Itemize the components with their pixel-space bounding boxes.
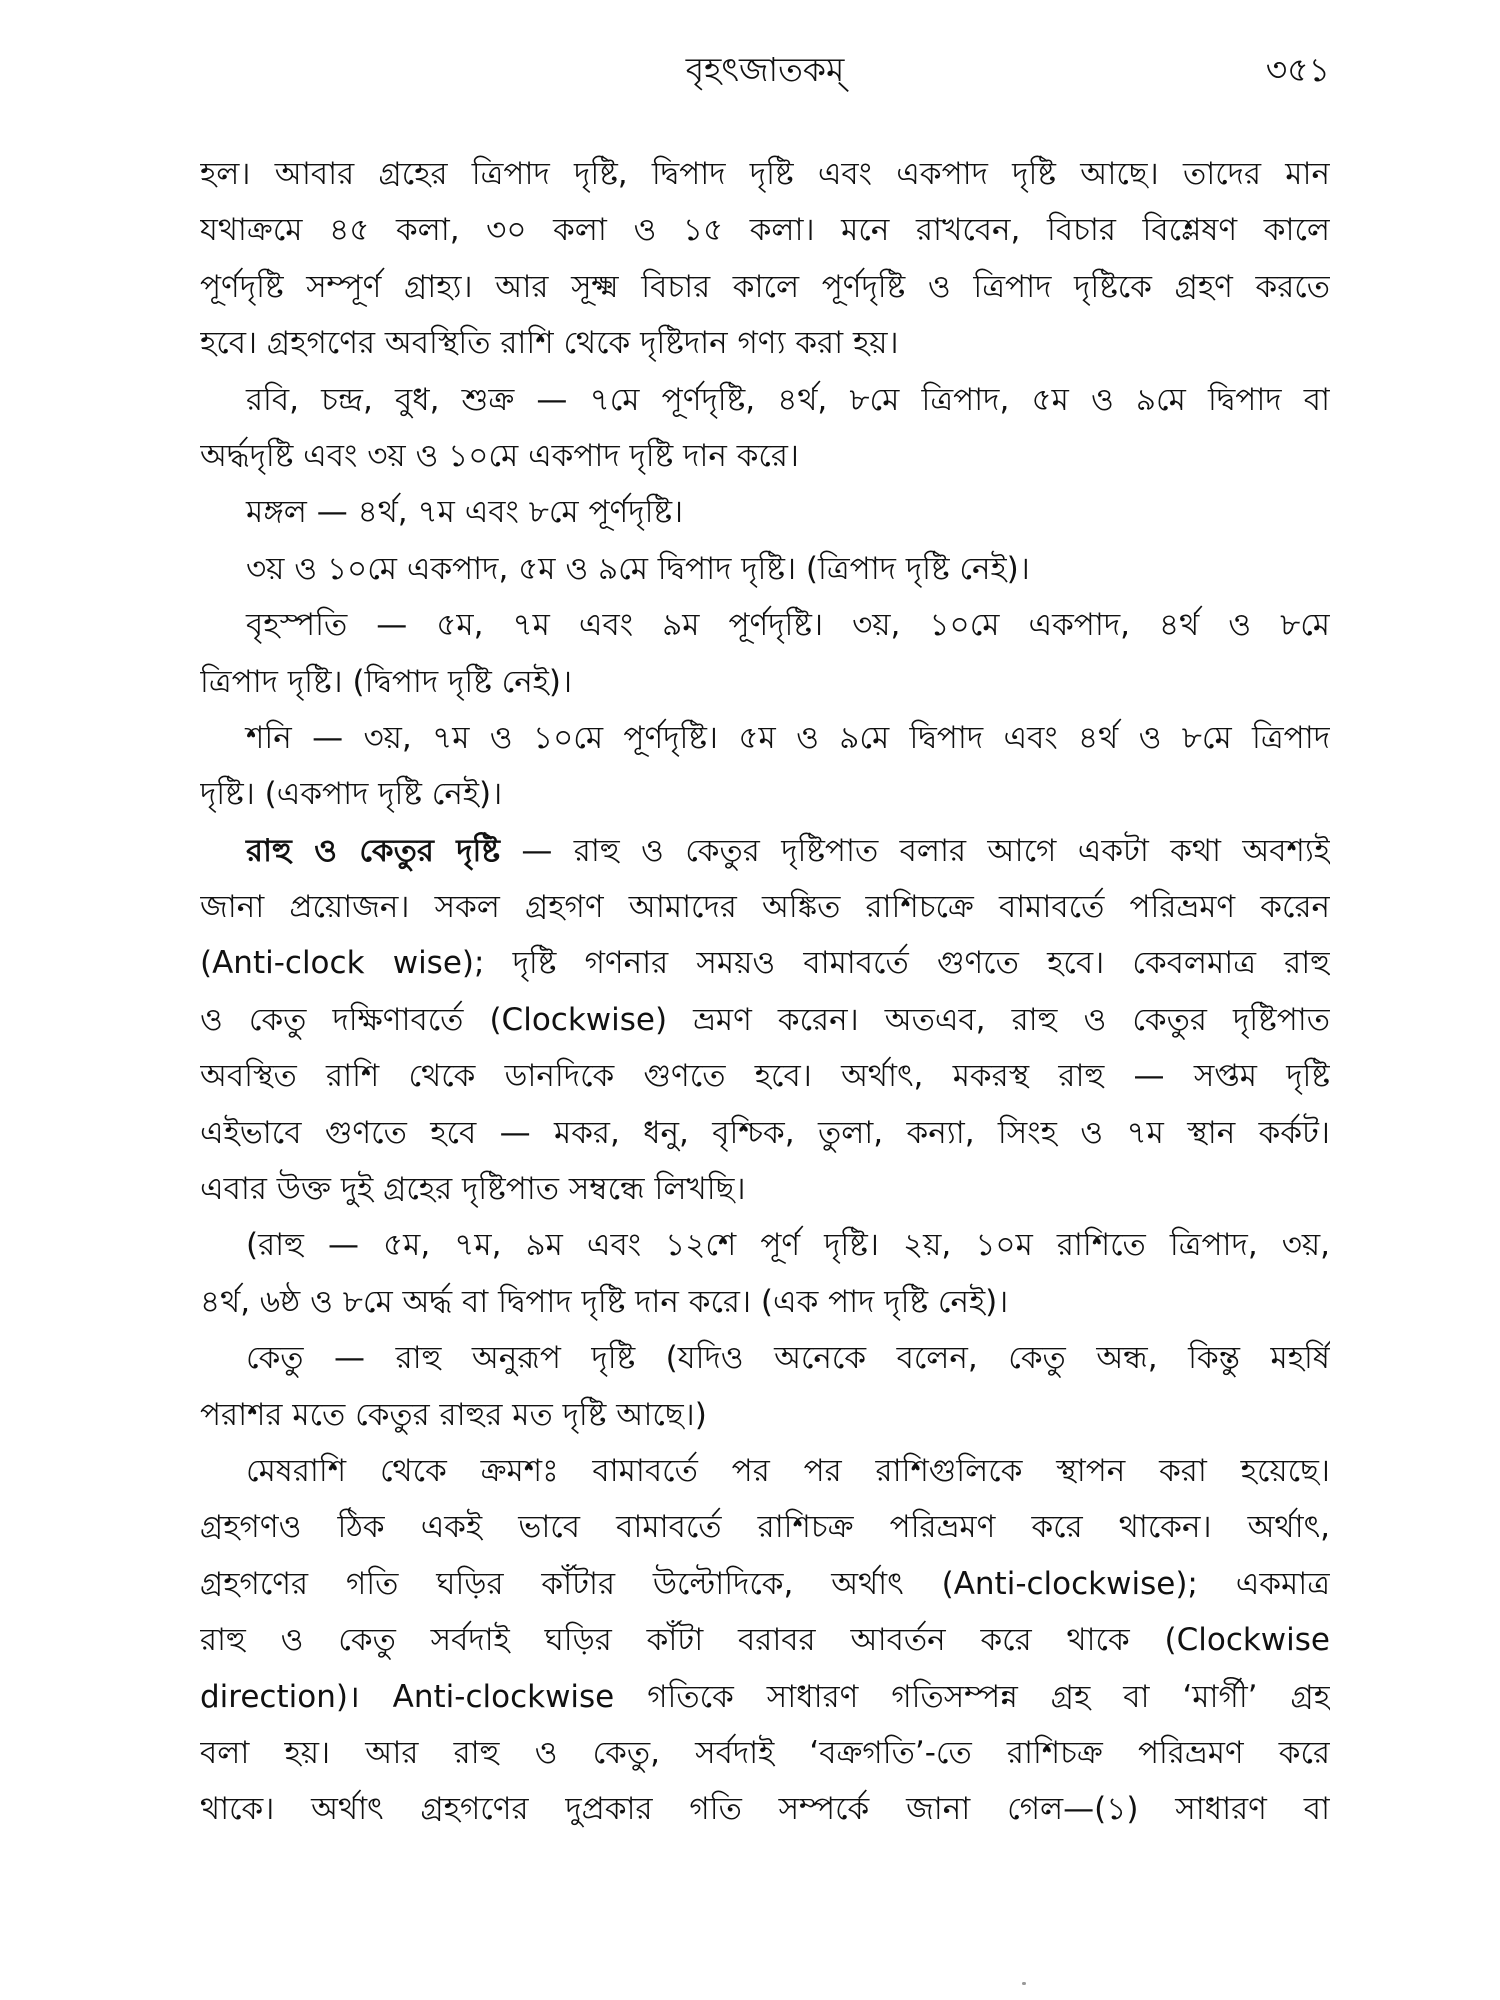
text-line: শনি — ৩য়, ৭ম ও ১০মে পূর্ণদৃষ্টি। ৫ম ও ৯মে দ্বিপাদ এবং ৪র্থ ও ৮মে ত্রিপাদ xyxy=(246,719,1330,756)
text-line: হল। আবার গ্রহের ত্রিপাদ দৃষ্টি, দ্বিপাদ দৃষ্টি এবং একপাদ দৃষ্টি আছে। তাদের মান xyxy=(200,156,1330,192)
text-line: (রাহু — ৫ম, ৭ম, ৯ম এবং ১২শে পূর্ণ দৃষ্টি। ২য়, ১০ম রাশিতে ত্রিপাদ, ৩য়, xyxy=(246,1227,1330,1264)
text-line: যথাক্রমে ৪৫ কলা, ৩০ কলা ও ১৫ কলা। মনে রাখবেন, বিচার বিশ্লেষণ কালে xyxy=(200,212,1330,249)
text-line: এইভাবে গুণতে হবে — মকর, ধনু, বৃশ্চিক, তুলা, কন্যা, সিংহ ও ৭ম স্থান কর্কট। xyxy=(200,1114,1330,1151)
text-line: মঙ্গল — ৪র্থ, ৭ম এবং ৮মে পূর্ণদৃষ্টি। xyxy=(246,494,684,531)
text-line: ও কেতু দক্ষিণাবর্তে (Clockwise) ভ্রমণ করেন। অতএব, রাহু ও কেতুর দৃষ্টিপাত xyxy=(200,1001,1330,1038)
page-header xyxy=(200,40,1330,100)
text-line: পূর্ণদৃষ্টি সম্পূর্ণ গ্রাহ্য। আর সূক্ষ্ম বিচার কালে পূর্ণদৃষ্টি ও ত্রিপাদ দৃষ্টিকে গ্রহণ করতে xyxy=(200,268,1330,305)
text-line: হবে। গ্রহগণের অবস্থিতি রাশি থেকে দৃষ্টিদান গণ্য করা হয়। xyxy=(200,325,899,362)
text-line: রবি, চন্দ্র, বুধ, শুক্র — ৭মে পূর্ণদৃষ্টি, ৪র্থ, ৮মে ত্রিপাদ, ৫ম ও ৯মে দ্বিপাদ বা xyxy=(246,381,1330,418)
text-line: ত্রিপাদ দৃষ্টি। (দ্বিপাদ দৃষ্টি নেই)। xyxy=(200,663,573,700)
running-title: বৃহৎজাতকম্‌ xyxy=(685,50,845,89)
page-body xyxy=(200,146,1330,1838)
text-line: গ্রহগণও ঠিক একই ভাবে বামাবর্তে রাশিচক্র পরিভ্রমণ করে থাকেন। অর্থাৎ, xyxy=(200,1509,1330,1546)
text-line: (Anti-clock wise); দৃষ্টি গণনার সময়ও বামাবর্তে গুণতে হবে। কেবলমাত্র রাহু xyxy=(200,945,1330,982)
text-line: পরাশর মতে কেতুর রাহুর মত দৃষ্টি আছে।) xyxy=(200,1396,707,1433)
text-line: ৩য় ও ১০মে একপাদ, ৫ম ও ৯মে দ্বিপাদ দৃষ্টি। (ত্রিপাদ দৃষ্টি নেই)। xyxy=(246,550,1030,587)
text-line: রাহু ও কেতু সর্বদাই ঘড়ির কাঁটা বরাবর আবর্তন করে থাকে (Clockwise xyxy=(200,1622,1330,1659)
text-line: বৃহস্পতি — ৫ম, ৭ম এবং ৯ম পূর্ণদৃষ্টি। ৩য়, ১০মে একপাদ, ৪র্থ ও ৮মে xyxy=(246,607,1330,644)
text-line: ৪র্থ, ৬ষ্ঠ ও ৮মে অর্দ্ধ বা দ্বিপাদ দৃষ্টি দান করে। (এক পাদ দৃষ্টি নেই)। xyxy=(200,1283,1009,1320)
text-line: direction)। Anti-clockwise গতিকে সাধারণ গতিসম্পন্ন গ্রহ বা ‘মার্গী’ গ্রহ xyxy=(200,1678,1330,1715)
text-line: কেতু — রাহু অনুরূপ দৃষ্টি (যদিও অনেকে বলেন, কেতু অন্ধ, কিন্তু মহর্ষি xyxy=(246,1340,1330,1377)
text-line: বলা হয়। আর রাহু ও কেতু, সর্বদাই ‘বক্রগতি’-তে রাশিচক্র পরিভ্রমণ করে xyxy=(200,1734,1330,1771)
text-span: — রাহু ও কেতুর দৃষ্টিপাত বলার আগে একটা কথা অবশ্যই xyxy=(499,832,1330,869)
text-line: অবস্থিত রাশি থেকে ডানদিকে গুণতে হবে। অর্থাৎ, মকরস্থ রাহু — সপ্তম দৃষ্টি xyxy=(200,1058,1330,1095)
text-line: গ্রহগণের গতি ঘড়ির কাঁটার উল্টোদিকে, অর্থাৎ (Anti-clockwise); একমাত্র xyxy=(200,1565,1330,1602)
text-line: থাকে। অর্থাৎ গ্রহগণের দুপ্রকার গতি সম্পর্কে জানা গেল—(১) সাধারণ বা xyxy=(200,1791,1330,1828)
scan-speck xyxy=(1022,1982,1026,1985)
text-line: অর্দ্ধদৃষ্টি এবং ৩য় ও ১০মে একপাদ দৃষ্টি দান করে। xyxy=(200,437,800,474)
text-line: জানা প্রয়োজন। সকল গ্রহগণ আমাদের অঙ্কিত রাশিচক্রে বামাবর্তে পরিভ্রমণ করেন xyxy=(200,889,1330,926)
page-number: ৩৫১ xyxy=(1265,50,1330,89)
text-line: এবার উক্ত দুই গ্রহের দৃষ্টিপাত সম্বন্ধে লিখছি। xyxy=(200,1171,746,1208)
text-line: দৃষ্টি। (একপাদ দৃষ্টি নেই)। xyxy=(200,776,503,813)
section-heading: রাহু ও কেতুর দৃষ্টি xyxy=(246,832,500,869)
text-line xyxy=(200,823,1330,879)
text-line: মেষরাশি থেকে ক্রমশঃ বামাবর্তে পর পর রাশিগুলিকে স্থাপন করা হয়েছে। xyxy=(246,1452,1330,1489)
